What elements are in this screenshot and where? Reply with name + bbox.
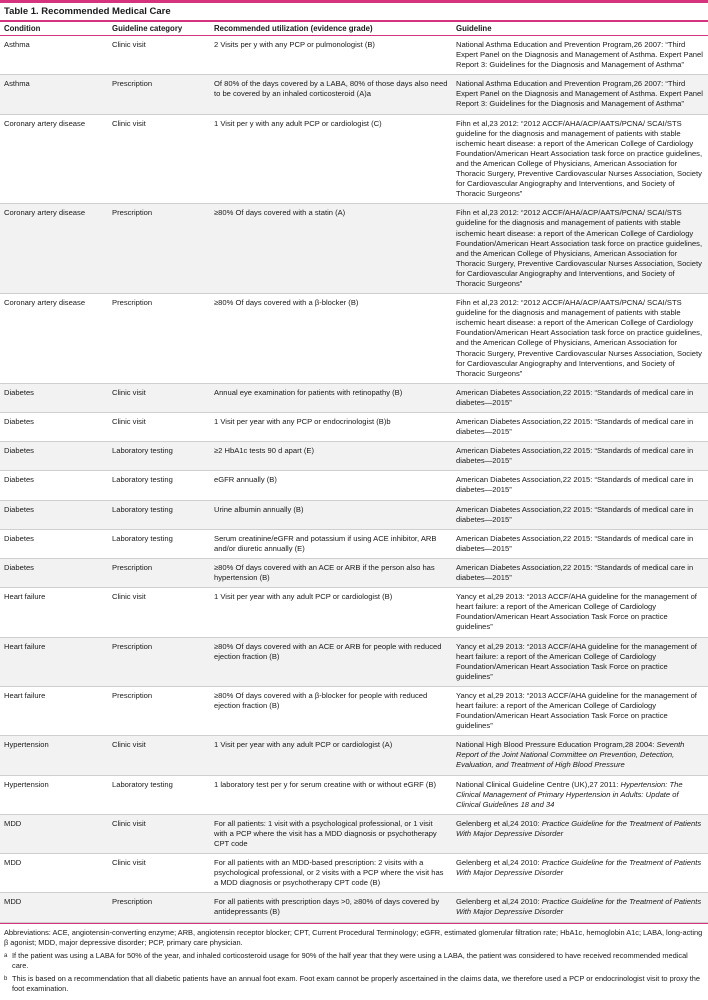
guideline-text: American Diabetes Association,22 2015: “Standards of medical care in diabetes—2015” xyxy=(456,504,694,524)
cell-category: Laboratory testing xyxy=(108,471,210,500)
column-header-category: Guideline category xyxy=(108,22,210,36)
guideline-text: Gelenberg et al,24 2010: xyxy=(456,897,540,907)
cell-utilization: For all patients with prescription days >0, ≥80% of days covered by antidepressants (B) xyxy=(210,893,452,922)
cell-utilization: ≥80% Of days covered with an ACE or ARB if the person also has hypertension (B) xyxy=(210,558,452,587)
cell-guideline xyxy=(452,442,708,471)
cell-utilization: For all patients: 1 visit with a psychological professional, or 1 visit with a PCP where the visit has a MDD diagnosis or psychotherapy CPT code xyxy=(210,814,452,853)
column-header-guideline: Guideline xyxy=(452,22,708,36)
cell-condition: Diabetes xyxy=(0,413,108,442)
guideline-text: American Diabetes Association,22 2015: “Standards of medical care in diabetes—2015” xyxy=(456,387,694,407)
table-row xyxy=(0,471,708,500)
cell-guideline xyxy=(452,36,708,75)
guideline-text: National Asthma Education and Prevention Program,26 2007: “Third Expert Panel on the Diagnosis and Management of Asthma. Expert Panel Report 3: Guidelines for the Diagnosis and Management of Asthma” xyxy=(456,79,703,109)
table-row xyxy=(0,775,708,814)
cell-category: Laboratory testing xyxy=(108,529,210,558)
table-row xyxy=(0,588,708,637)
cell-condition: Diabetes xyxy=(0,383,108,412)
guideline-text: Fihn et al,23 2012: “2012 ACCF/AHA/ACP/AATS/PCNA/ SCAI/STS guideline for the diagnosis and management of patients with stable ischemic heart disease: a report of the American College of Cardiology Foundation/American Heart Association task force on practice guidelines, and the American College of Physicians, American Association for Thoracic Surgery, Preventive Cardiovascular Nurses Association, Society for Cardiovascular Angiography and Interventions, and Society of Thoracic Surgeons” xyxy=(456,298,703,378)
guideline-text: American Diabetes Association,22 2015: “Standards of medical care in diabetes—2015” xyxy=(456,475,694,495)
cell-category: Laboratory testing xyxy=(108,775,210,814)
cell-utilization: 1 Visit per year with any adult PCP or cardiologist (B) xyxy=(210,588,452,637)
table-row xyxy=(0,442,708,471)
cell-condition: Heart failure xyxy=(0,686,108,735)
guideline-text: Yancy et al,29 2013: “2013 ACCF/AHA guideline for the management of heart failure: a report of the American College of Cardiology Foundation/American Heart Association Task Force on practice guidelines” xyxy=(456,592,697,632)
guideline-text: Fihn et al,23 2012: “2012 ACCF/AHA/ACP/AATS/PCNA/ SCAI/STS guideline for the diagnosis and management of patients with stable ischemic heart disease: a report of the American College of Cardiology Foundation/American Heart Association task force on practice guidelines, and the American College of Physicians, American Association for Thoracic Surgery, Preventive Cardiovascular Nurses Association, Society for Cardiovascular Angiography and Interventions, and Society of Thoracic Surgeons” xyxy=(456,118,703,199)
cell-condition: Diabetes xyxy=(0,558,108,587)
table-row xyxy=(0,736,708,775)
guideline-text: National Asthma Education and Prevention Program,26 2007: “Third Expert Panel on the Diagnosis and Management of Asthma. Expert Panel Report 3: Guidelines for the Diagnosis and Management of Asthma” xyxy=(456,40,703,70)
cell-guideline xyxy=(452,637,708,686)
abbreviations-note: Abbreviations: ACE, angiotensin-converting enzyme; ARB, angiotensin receptor blocker; CPT, Current Procedural Terminology; eGFR, estimated glomerular filtration rate; HbA1c, hemoglobin A1c; LABA, long-acting β agonist; MDD, major depressive disorder; PCP, primary care physician. xyxy=(4,927,703,947)
cell-guideline xyxy=(452,814,708,853)
recommended-care-table xyxy=(0,22,708,923)
cell-condition: Coronary artery disease xyxy=(0,204,108,294)
cell-guideline xyxy=(452,413,708,442)
footnote-a xyxy=(4,951,704,971)
cell-guideline xyxy=(452,854,708,893)
table-row xyxy=(0,383,708,412)
cell-guideline xyxy=(452,736,708,775)
cell-guideline xyxy=(452,588,708,637)
cell-category: Clinic visit xyxy=(108,383,210,412)
cell-condition: Heart failure xyxy=(0,588,108,637)
cell-utilization: 1 Visit per y with any adult PCP or cardiologist (C) xyxy=(210,114,452,204)
table-row xyxy=(0,814,708,853)
cell-category: Laboratory testing xyxy=(108,442,210,471)
table-row xyxy=(0,294,708,384)
guideline-title: Hypertension: The Clinical Management of Primary Hypertension in Adults: Update of Clinical Guidelines 18 and 34 xyxy=(456,779,683,809)
cell-condition: Asthma xyxy=(0,36,108,75)
cell-utilization: ≥80% Of days covered with a β-blocker for people with reduced ejection fraction (B) xyxy=(210,686,452,735)
cell-category: Prescription xyxy=(108,75,210,114)
cell-utilization: 1 laboratory test per y for serum creatine with or without eGRF (B) xyxy=(210,775,452,814)
cell-condition: Diabetes xyxy=(0,529,108,558)
table-title: Table 1. Recommended Medical Care xyxy=(4,6,171,17)
table-row xyxy=(0,529,708,558)
table-row xyxy=(0,500,708,529)
cell-category: Prescription xyxy=(108,558,210,587)
cell-condition: Hypertension xyxy=(0,775,108,814)
cell-utilization: 2 Visits per y with any PCP or pulmonologist (B) xyxy=(210,36,452,75)
header-row xyxy=(0,22,708,36)
guideline-title: Practice Guideline for the Treatment of Patients With Major Depressive Disorder xyxy=(456,897,702,917)
footnote-a-marker: a xyxy=(4,952,8,959)
table-row xyxy=(0,558,708,587)
cell-category: Prescription xyxy=(108,204,210,294)
cell-utilization: ≥2 HbA1c tests 90 d apart (E) xyxy=(210,442,452,471)
cell-condition: Coronary artery disease xyxy=(0,294,108,384)
guideline-title: Practice Guideline for the Treatment of Patients With Major Depressive Disorder xyxy=(456,858,702,878)
table-row xyxy=(0,686,708,735)
guideline-text: American Diabetes Association,22 2015: “Standards of medical care in diabetes—2015” xyxy=(456,562,694,583)
guideline-title: Practice Guideline for the Treatment of Patients With Major Depressive Disorder xyxy=(456,818,702,838)
cell-category: Prescription xyxy=(108,686,210,735)
guideline-text: Fihn et al,23 2012: “2012 ACCF/AHA/ACP/AATS/PCNA/ SCAI/STS guideline for the diagnosis and management of patients with stable ischemic heart disease: a report of the American College of Cardiology Foundation/American Heart Association task force on practice guidelines, and the American College of Physicians, American Association for Thoracic Surgery, Preventive Cardiovascular Nurses Association, Society for Cardiovascular Angiography and Interventions, and Society of Thoracic Surgeons” xyxy=(456,208,703,288)
cell-condition: MDD xyxy=(0,893,108,922)
column-header-condition: Condition xyxy=(0,22,108,36)
cell-condition: Heart failure xyxy=(0,637,108,686)
cell-guideline xyxy=(452,529,708,558)
table-row xyxy=(0,637,708,686)
table-row xyxy=(0,75,708,114)
cell-utilization: Urine albumin annually (B) xyxy=(210,500,452,529)
cell-condition: Diabetes xyxy=(0,500,108,529)
table-row xyxy=(0,114,708,204)
cell-utilization: ≥80% Of days covered with a β-blocker (B) xyxy=(210,294,452,384)
cell-category: Laboratory testing xyxy=(108,500,210,529)
cell-guideline xyxy=(452,75,708,114)
cell-guideline xyxy=(452,775,708,814)
cell-utilization: ≥80% Of days covered with a statin (A) xyxy=(210,204,452,294)
footnote-b xyxy=(4,974,704,994)
cell-guideline xyxy=(452,471,708,500)
table-row xyxy=(0,204,708,294)
guideline-text: American Diabetes Association,22 2015: “Standards of medical care in diabetes—2015” xyxy=(456,533,694,553)
cell-utilization: ≥80% Of days covered with an ACE or ARB for people with reduced ejection fraction (B) xyxy=(210,637,452,686)
table-row xyxy=(0,36,708,75)
cell-utilization: Annual eye examination for patients with retinopathy (B) xyxy=(210,383,452,412)
guideline-text: Gelenberg et al,24 2010: xyxy=(456,818,540,828)
cell-category: Clinic visit xyxy=(108,854,210,893)
cell-guideline xyxy=(452,114,708,204)
cell-guideline xyxy=(452,500,708,529)
cell-guideline xyxy=(452,686,708,735)
cell-category: Clinic visit xyxy=(108,736,210,775)
guideline-text: National High Blood Pressure Education Program,28 2004: xyxy=(456,740,655,750)
cell-condition: Diabetes xyxy=(0,442,108,471)
guideline-text: American Diabetes Association,22 2015: “Standards of medical care in diabetes—2015” xyxy=(456,417,694,437)
guideline-text: American Diabetes Association,22 2015: “Standards of medical care in diabetes—2015” xyxy=(456,446,694,466)
cell-condition: MDD xyxy=(0,854,108,893)
cell-guideline xyxy=(452,558,708,587)
table-row xyxy=(0,893,708,922)
cell-guideline xyxy=(452,893,708,922)
cell-category: Prescription xyxy=(108,893,210,922)
footnote-a-text: If the patient was using a LABA for 50% of the year, and inhaled corticosteroid usage for 90% of the half year that they were using a LABA, the patient was considered to have received recommended medical care. xyxy=(12,950,688,970)
cell-condition: Diabetes xyxy=(0,471,108,500)
cell-condition: Coronary artery disease xyxy=(0,114,108,204)
cell-condition: Hypertension xyxy=(0,736,108,775)
table-footnotes xyxy=(0,923,708,994)
table-row xyxy=(0,854,708,893)
guideline-text: Yancy et al,29 2013: “2013 ACCF/AHA guideline for the management of heart failure: a report of the American College of Cardiology Foundation/American Heart Association Task Force on practice guidelines” xyxy=(456,690,697,731)
cell-guideline xyxy=(452,294,708,384)
cell-category: Prescription xyxy=(108,637,210,686)
cell-category: Clinic visit xyxy=(108,588,210,637)
cell-utilization: eGFR annually (B) xyxy=(210,471,452,500)
cell-utilization: Of 80% of the days covered by a LABA, 80% of those days also need to be covered by an inhaled corticosteroid (A)a xyxy=(210,75,452,114)
guideline-text: National Clinical Guideline Centre (UK),27 2011: xyxy=(456,779,619,789)
cell-category: Prescription xyxy=(108,294,210,384)
cell-guideline xyxy=(452,383,708,412)
cell-condition: Asthma xyxy=(0,75,108,114)
column-header-utilization: Recommended utilization (evidence grade) xyxy=(210,22,452,36)
guideline-title: Seventh Report of the Joint National Committee on Prevention, Detection, Evaluation, and Treatment of High Blood Pressure xyxy=(456,740,685,770)
cell-category: Clinic visit xyxy=(108,36,210,75)
table-row xyxy=(0,413,708,442)
footnote-b-marker: b xyxy=(4,975,8,982)
cell-category: Clinic visit xyxy=(108,814,210,853)
cell-utilization: 1 Visit per year with any adult PCP or cardiologist (A) xyxy=(210,736,452,775)
guideline-text: Gelenberg et al,24 2010: xyxy=(456,858,540,868)
cell-utilization: For all patients with an MDD-based prescription: 2 visits with a psychological professional, or 2 visits with a PCP where the visit has a MDD diagnosis or psychotherapy CPT code (B) xyxy=(210,854,452,893)
guideline-text: Yancy et al,29 2013: “2013 ACCF/AHA guideline for the management of heart failure: a report of the American College of Cardiology Foundation/American Heart Association Task Force on practice guidelines” xyxy=(456,641,697,681)
cell-guideline xyxy=(452,204,708,294)
cell-category: Clinic visit xyxy=(108,413,210,442)
cell-category: Clinic visit xyxy=(108,114,210,204)
cell-utilization: Serum creatinine/eGFR and potassium if using ACE inhibitor, ARB and/or diuretic annually (E) xyxy=(210,529,452,558)
footnote-b-text: This is based on a recommendation that all diabetic patients have an annual foot exam. Foot exam cannot be properly ascertained in the claims data, we therefore used a PCP or endocrinologist visit to proxy the foot examination. xyxy=(12,973,700,993)
cell-condition: MDD xyxy=(0,814,108,853)
cell-utilization: 1 Visit per year with any PCP or endocrinologist (B)b xyxy=(210,413,452,442)
